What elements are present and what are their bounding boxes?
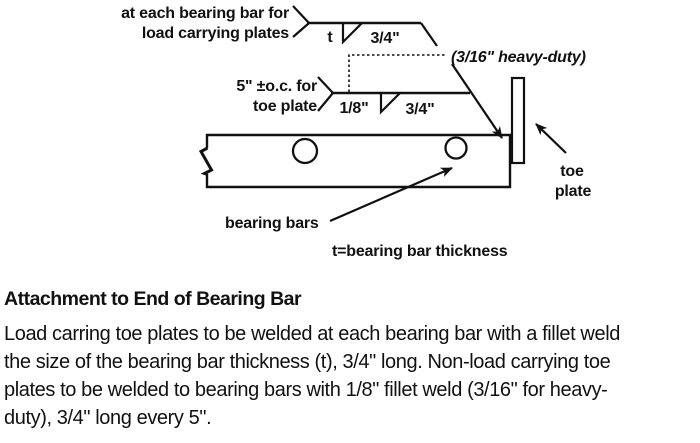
weld2-tail bbox=[318, 77, 333, 111]
weld2-length-text: 3/4" bbox=[405, 101, 435, 118]
weld1-fillet-symbol bbox=[343, 23, 362, 42]
weld1-tail bbox=[293, 6, 309, 37]
toe-plate-shape bbox=[512, 78, 524, 163]
weld2-leader-line bbox=[452, 64, 502, 138]
bearing-bar-hole bbox=[446, 138, 467, 159]
body-text-line: duty), 3/4" long every 5". bbox=[4, 407, 212, 429]
bearing-bars-label: bearing bars bbox=[225, 215, 319, 232]
weld1-label-line1: at each bearing bar for bbox=[121, 5, 289, 22]
toe-plate-label-line1: toe bbox=[560, 163, 584, 180]
weld1-size-text: t bbox=[327, 29, 333, 46]
section-heading: Attachment to End of Bearing Bar bbox=[4, 288, 302, 310]
weld1-label-line2: load carrying plates bbox=[141, 25, 289, 42]
body-text-line: plates to be welded to bearing bars with 1/8" fillet weld (3/16" for heavy- bbox=[4, 379, 608, 401]
caption-section bbox=[4, 288, 696, 432]
body-text-line: the size of the bearing bar thickness (t), 3/4" long. Non-load carrying toe bbox=[4, 351, 611, 373]
bearing-bars-arrow bbox=[330, 168, 452, 221]
weld1-length-text: 3/4" bbox=[370, 30, 400, 47]
thickness-note: t=bearing bar thickness bbox=[332, 243, 508, 260]
heavy-duty-dashed-connector bbox=[349, 55, 446, 92]
weld2-size-text: 1/8" bbox=[339, 100, 369, 117]
weld1-leader-line bbox=[421, 23, 437, 46]
heavy-duty-note: (3/16" heavy-duty) bbox=[451, 49, 586, 66]
body-text-line: Load carring toe plates to be welded at each bearing bar with a fillet weld bbox=[4, 323, 620, 345]
weld2-label-line1: 5" ±o.c. for bbox=[236, 78, 317, 95]
toe-plate-arrow bbox=[536, 124, 566, 153]
toe-plate-label-line2: plate bbox=[554, 183, 592, 200]
break-mark bbox=[201, 148, 212, 175]
weld2-label-line2: toe plate bbox=[253, 98, 317, 115]
bearing-bar-hole bbox=[293, 139, 317, 163]
weld2-fillet-symbol bbox=[381, 93, 400, 112]
